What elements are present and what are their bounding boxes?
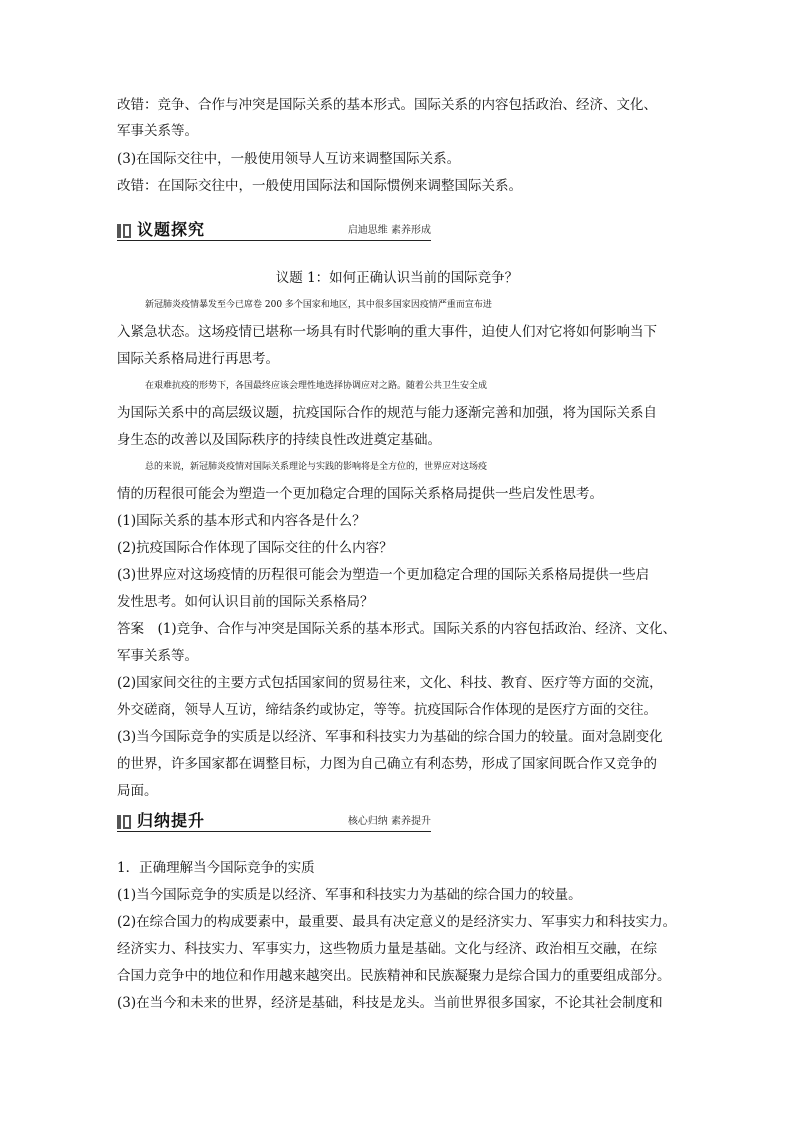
summary-line: 经济实力、科技实力、军事实力，这些物质力量是基础。文化与经济、政治相互交融，在综 xyxy=(117,941,657,957)
section-divider xyxy=(117,240,431,241)
section-subtitle: 启迪思维 素养形成 xyxy=(347,225,431,236)
summary-heading: 1．正确理解当今国际竞争的实质 xyxy=(117,860,315,876)
section-header-topic-explore xyxy=(117,221,431,241)
answer-line: 外交磋商，领导人互访，缔结条约或协定，等等。抗疫国际合作体现的是医疗方面的交往。 xyxy=(117,702,657,718)
answer-line: (2)国家间交往的主要方式包括国家间的贸易往来，文化、科技、教育、医疗等方面的交流， xyxy=(117,675,663,691)
paragraph-line: 新冠肺炎疫情暴发至今已席卷 200 多个国家和地区，其中很多国家因疫情严重而宣布进 xyxy=(145,300,492,310)
answer-line: 军事关系等。 xyxy=(117,648,198,664)
summary-line: (1)当今国际竞争的实质是以经济、军事和科技实力为基础的综合国力的较量。 xyxy=(117,887,582,903)
paragraph-line: 总的来说，新冠肺炎疫情对国际关系理论与实践的影响将是全方位的，世界应对这场疫 xyxy=(145,462,488,472)
paragraph-line: 身生态的改善以及国际秩序的持续良性改进奠定基础。 xyxy=(117,432,441,448)
section-marker-icon xyxy=(117,814,133,830)
section-marker-icon xyxy=(117,223,133,239)
paragraph-line: 情的历程很可能会为塑造一个更加稳定合理的国际关系格局提供一些启发性思考。 xyxy=(117,486,603,502)
section-subtitle: 核心归纳 素养提升 xyxy=(347,816,431,827)
correction-text-line: 军事关系等。 xyxy=(117,123,198,139)
section-header-summary xyxy=(117,812,431,832)
question-line: (1)国际关系的基本形式和内容各是什么？ xyxy=(117,513,366,529)
summary-line: 合国力竞争中的地位和作用越来越突出。民族精神和民族凝聚力是综合国力的重要组成部分。 xyxy=(117,968,671,984)
question-line: (2)抗疫国际合作体现了国际交往的什么内容？ xyxy=(117,540,393,556)
answer-line: (3)当今国际竞争的实质是以经济、军事和科技实力为基础的综合国力的较量。面对急剧变化 xyxy=(117,729,663,745)
statement-line: (3)在国际交往中，一般使用领导人互访来调整国际关系。 xyxy=(117,151,461,167)
summary-line: (3)在当今和未来的世界，经济是基础，科技是龙头。当前世界很多国家，不论其社会制度和 xyxy=(117,995,663,1011)
section-title: 议题探究 xyxy=(137,220,206,239)
paragraph-line: 国际关系格局进行再思考。 xyxy=(117,351,279,367)
correction-text-line: 改错：在国际交往中，一般使用国际法和国际惯例来调整国际关系。 xyxy=(117,178,522,194)
question-line: (3)世界应对这场疫情的历程很可能会为塑造一个更加稳定合理的国际关系格局提供一些启 xyxy=(117,567,650,583)
paragraph-line: 为国际关系中的高层级议题，抗疫国际合作的规范与能力逐渐完善和加强，将为国际关系自 xyxy=(117,405,657,421)
paragraph-line: 入紧急状态。这场疫情已堪称一场具有时代影响的重大事件，迫使人们对它将如何影响当下 xyxy=(117,324,657,340)
topic-heading: 议题 1：如何正确认识当前的国际竞争？ xyxy=(275,270,519,286)
answer-line: 答案 (1)竞争、合作与冲突是国际关系的基本形式。国际关系的内容包括政治、经济、文化、 xyxy=(117,621,677,637)
section-divider xyxy=(117,831,431,832)
paragraph-line: 在艰难抗疫的形势下，各国最终应该会理性地选择协调应对之路。随着公共卫生安全成 xyxy=(145,381,488,391)
summary-line: (2)在综合国力的构成要素中，最重要、最具有决定意义的是经济实力、军事实力和科技实力。 xyxy=(117,914,677,930)
correction-text-line: 改错：竞争、合作与冲突是国际关系的基本形式。国际关系的内容包括政治、经济、文化、 xyxy=(117,97,657,113)
answer-line: 的世界，许多国家都在调整目标，力图为自己确立有利态势，形成了国家间既合作又竞争的 xyxy=(117,756,657,772)
question-line: 发性思考。如何认识目前的国际关系格局？ xyxy=(117,594,374,610)
section-title: 归纳提升 xyxy=(137,811,206,830)
answer-line: 局面。 xyxy=(117,783,158,799)
